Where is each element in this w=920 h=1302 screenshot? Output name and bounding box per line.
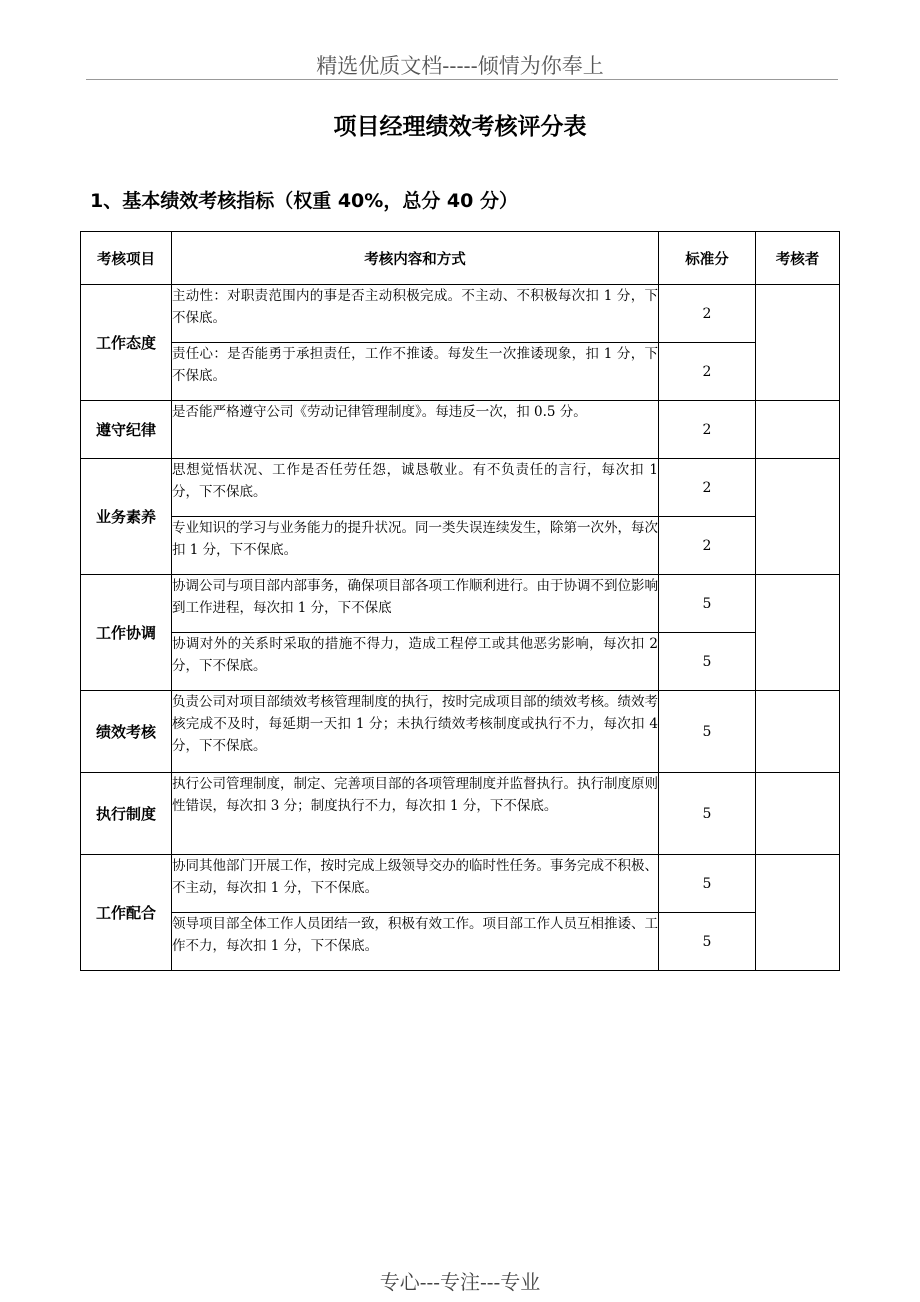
score-cell: 2 xyxy=(659,285,756,343)
column-header-content: 考核内容和方式 xyxy=(172,232,659,285)
table-header-row xyxy=(81,232,840,285)
content-cell: 领导项目部全体工作人员团结一致，积极有效工作。项目部工作人员互相推诿、工作不力，每次扣 1 分，下不保底。 xyxy=(172,913,659,971)
table-row xyxy=(81,633,840,691)
content-cell: 协调对外的关系时采取的措施不得力，造成工程停工或其他恶劣影响，每次扣 2 分，下不保底。 xyxy=(172,633,659,691)
score-cell: 2 xyxy=(659,401,756,459)
reviewer-cell[interactable] xyxy=(756,401,840,459)
table-row xyxy=(81,517,840,575)
header-rule xyxy=(86,79,838,80)
reviewer-cell[interactable] xyxy=(756,691,840,773)
table-row xyxy=(81,855,840,913)
table-row xyxy=(81,285,840,343)
section-heading: 1、基本绩效考核指标（权重 40%，总分 40 分） xyxy=(90,190,518,212)
score-cell: 5 xyxy=(659,855,756,913)
reviewer-cell[interactable] xyxy=(756,855,840,971)
content-cell: 专业知识的学习与业务能力的提升状况。同一类失误连续发生，除第一次外，每次扣 1 分，下不保底。 xyxy=(172,517,659,575)
content-cell: 负责公司对项目部绩效考核管理制度的执行，按时完成项目部的绩效考核。绩效考核完成不及时，每延期一天扣 1 分；未执行绩效考核制度或执行不力，每次扣 4 分，下不保底。 xyxy=(172,691,659,773)
table-row xyxy=(81,575,840,633)
content-cell: 协调公司与项目部内部事务，确保项目部各项工作顺利进行。由于协调不到位影响到工作进程，每次扣 1 分，下不保底 xyxy=(172,575,659,633)
category-cell: 绩效考核 xyxy=(81,691,172,773)
table-row xyxy=(81,691,840,773)
category-cell: 工作配合 xyxy=(81,855,172,971)
reviewer-cell[interactable] xyxy=(756,459,840,575)
table-row xyxy=(81,459,840,517)
score-cell: 5 xyxy=(659,633,756,691)
reviewer-cell[interactable] xyxy=(756,285,840,401)
score-cell: 2 xyxy=(659,459,756,517)
table-row xyxy=(81,773,840,855)
score-cell: 5 xyxy=(659,913,756,971)
score-cell: 2 xyxy=(659,517,756,575)
content-cell: 执行公司管理制度，制定、完善项目部的各项管理制度并监督执行。执行制度原则性错误，每次扣 3 分；制度执行不力，每次扣 1 分，下不保底。 xyxy=(172,773,659,855)
content-cell: 协同其他部门开展工作，按时完成上级领导交办的临时性任务。事务完成不积极、不主动，每次扣 1 分，下不保底。 xyxy=(172,855,659,913)
table-row xyxy=(81,343,840,401)
category-cell: 遵守纪律 xyxy=(81,401,172,459)
score-cell: 5 xyxy=(659,575,756,633)
content-cell: 责任心：是否能勇于承担责任，工作不推诿。每发生一次推诿现象，扣 1 分，下不保底。 xyxy=(172,343,659,401)
reviewer-cell[interactable] xyxy=(756,575,840,691)
category-cell: 执行制度 xyxy=(81,773,172,855)
column-header-reviewer: 考核者 xyxy=(756,232,840,285)
table-row xyxy=(81,401,840,459)
content-cell: 主动性：对职责范围内的事是否主动积极完成。不主动、不积极每次扣 1 分，下不保底。 xyxy=(172,285,659,343)
assessment-table xyxy=(80,231,840,971)
table-row xyxy=(81,913,840,971)
score-cell: 5 xyxy=(659,773,756,855)
score-cell: 5 xyxy=(659,691,756,773)
content-cell: 是否能严格遵守公司《劳动记律管理制度》。每违反一次，扣 0.5 分。 xyxy=(172,401,659,459)
column-header-score: 标准分 xyxy=(659,232,756,285)
document-title: 项目经理绩效考核评分表 xyxy=(333,114,587,140)
score-cell: 2 xyxy=(659,343,756,401)
column-header-item: 考核项目 xyxy=(81,232,172,285)
category-cell: 工作协调 xyxy=(81,575,172,691)
page-header: 精选优质文档-----倾情为你奉上 xyxy=(316,54,604,78)
category-cell: 业务素养 xyxy=(81,459,172,575)
page-footer: 专心---专注---专业 xyxy=(379,1270,541,1294)
content-cell: 思想觉悟状况、工作是否任劳任怨，诚恳敬业。有不负责任的言行，每次扣 1 分，下不保底。 xyxy=(172,459,659,517)
reviewer-cell[interactable] xyxy=(756,773,840,855)
category-cell: 工作态度 xyxy=(81,285,172,401)
